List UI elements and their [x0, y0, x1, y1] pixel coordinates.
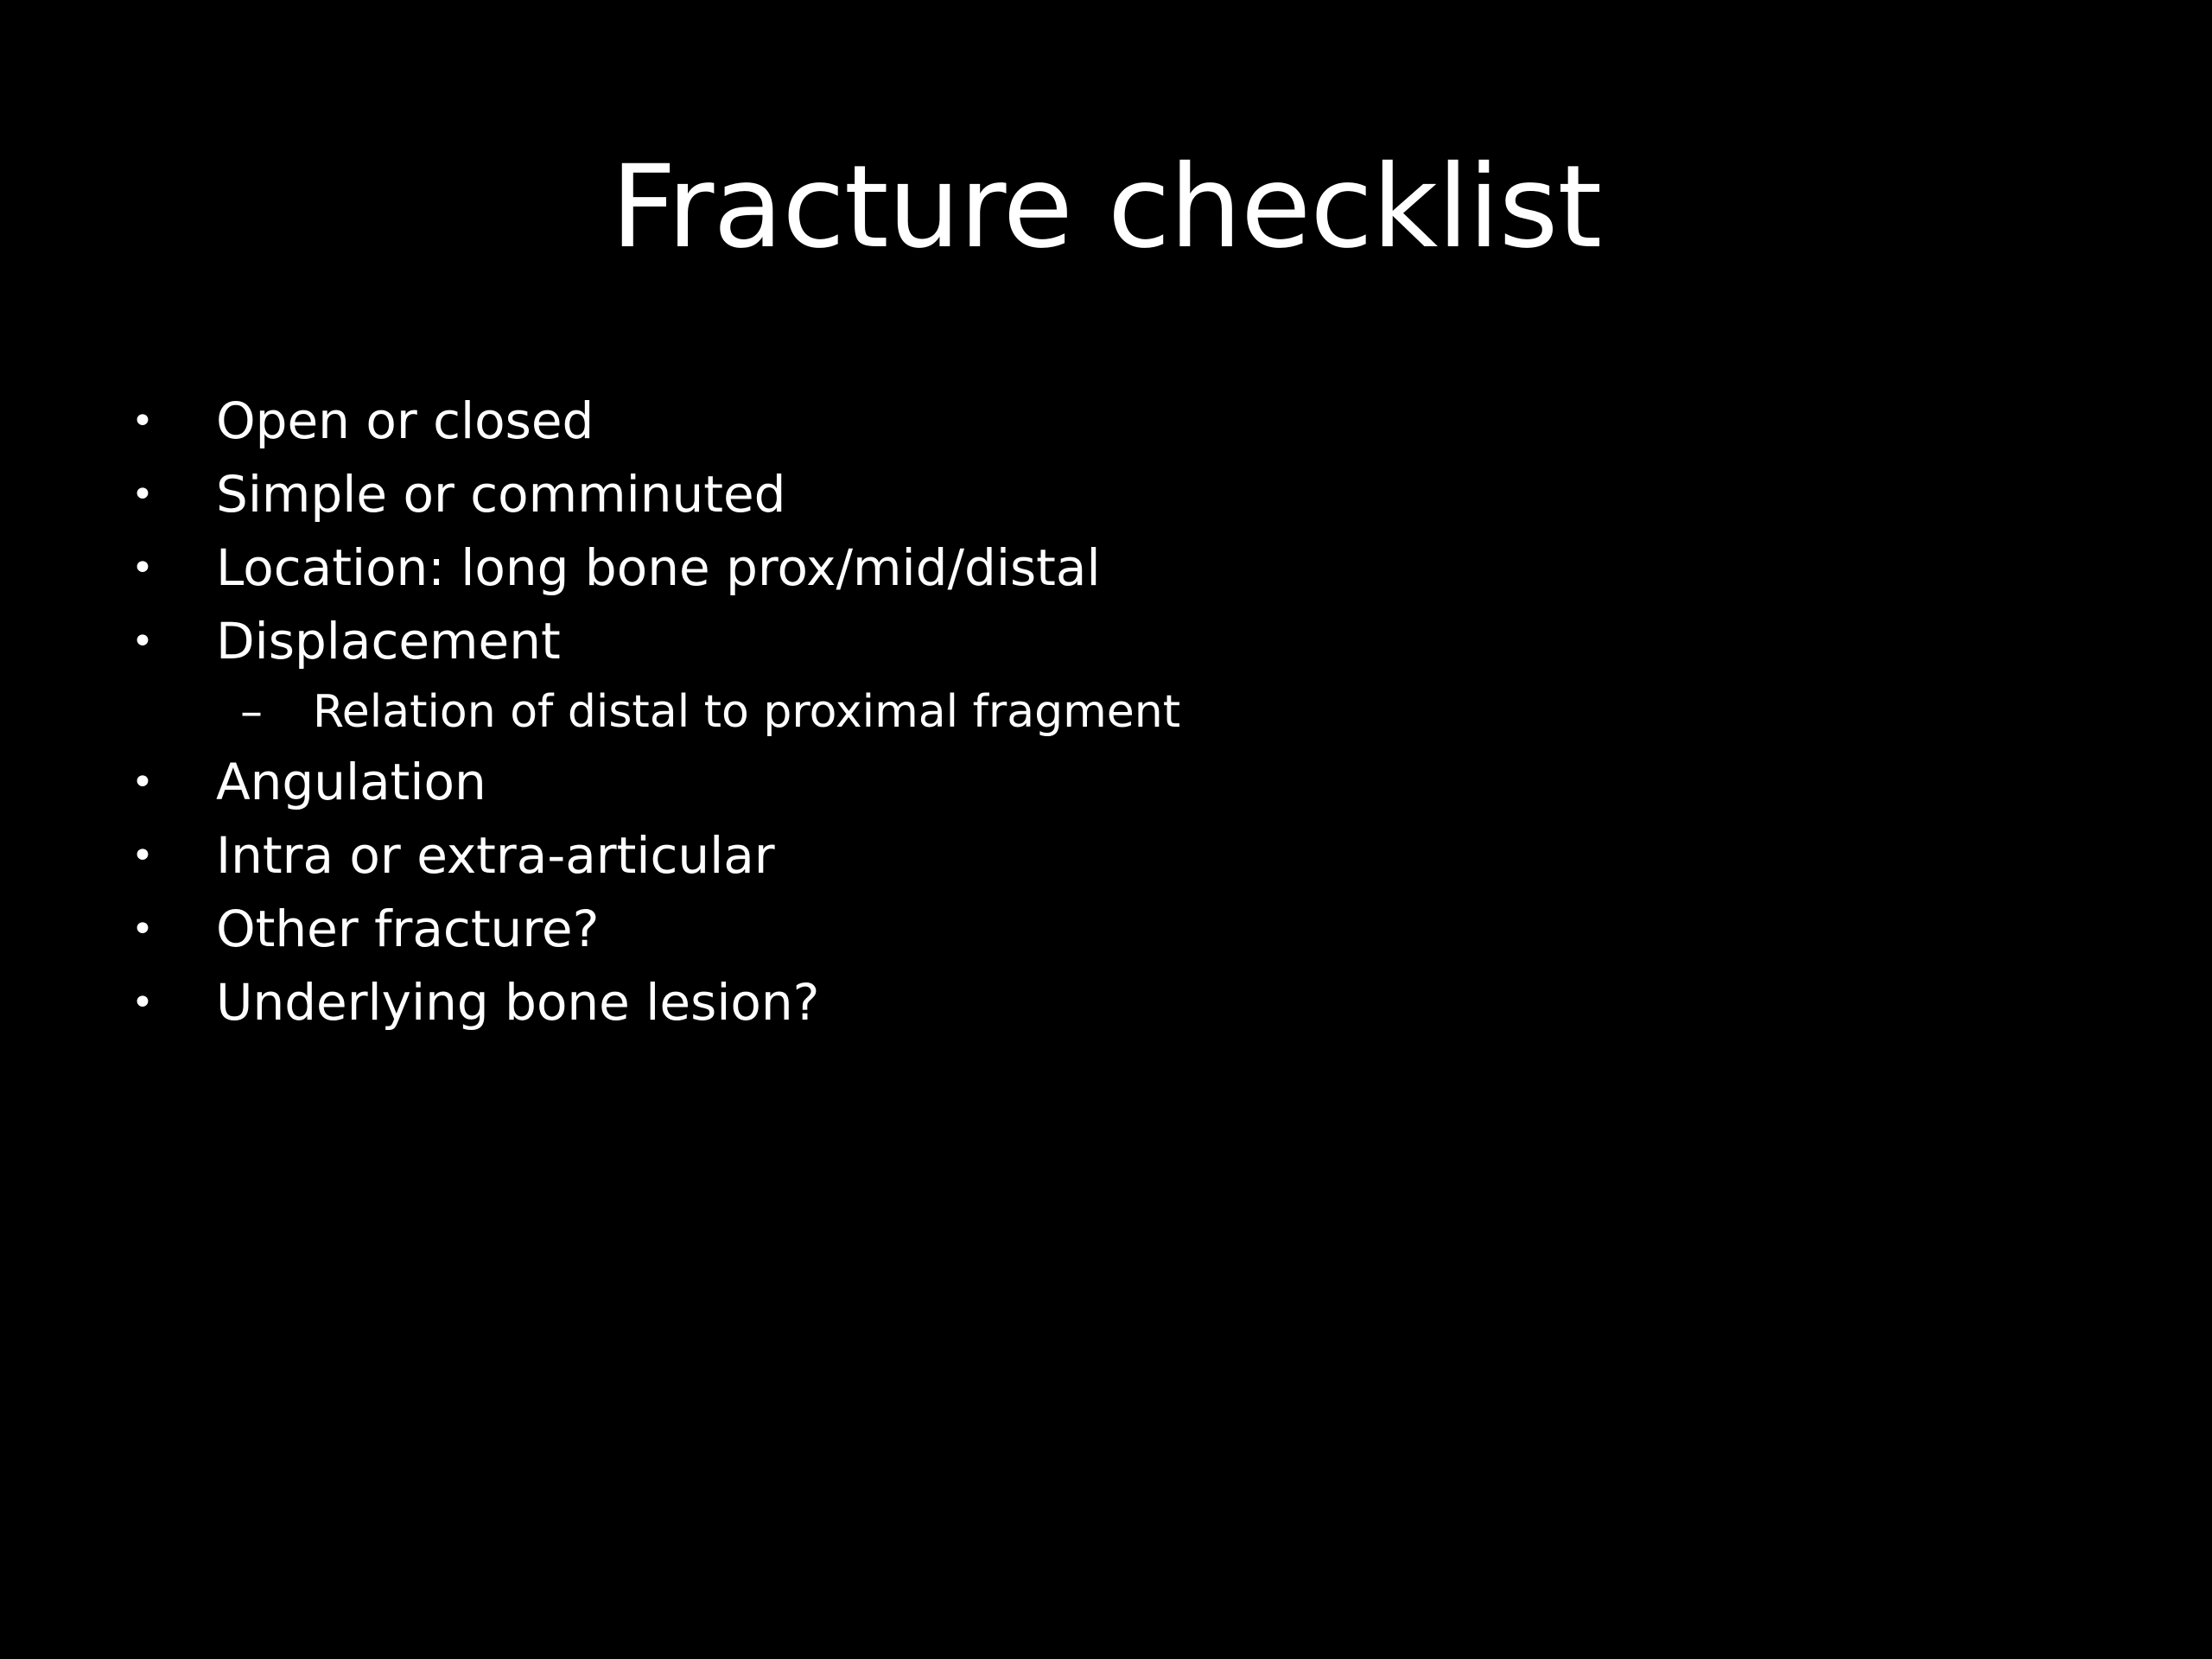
list-item-text: Intra or extra-articular	[216, 826, 775, 885]
dash-icon: –	[240, 686, 263, 738]
bullet-list	[130, 385, 2117, 1039]
bullet-icon: •	[131, 546, 154, 590]
sub-list-item	[130, 678, 2117, 746]
list-item	[130, 385, 2117, 458]
bullet-icon: •	[131, 760, 154, 804]
slide-title: Fracture checklist	[610, 141, 1602, 274]
bullet-icon: •	[131, 834, 154, 878]
list-item-text: Displacement	[216, 612, 561, 671]
bullet-icon: •	[131, 620, 154, 664]
list-item	[130, 746, 2117, 819]
sub-list-item-text: Relation of distal to proximal fragment	[313, 686, 1181, 738]
list-item-text: Simple or comminuted	[216, 465, 786, 524]
bullet-icon: •	[131, 399, 154, 443]
list-item-text: Angulation	[216, 753, 486, 811]
list-item-text: Location: long bone prox/mid/distal	[216, 538, 1101, 597]
list-item-text: Other fracture?	[216, 899, 600, 958]
list-item	[130, 893, 2117, 966]
list-item-text: Open or closed	[216, 391, 594, 450]
list-item	[130, 819, 2117, 893]
list-item	[130, 605, 2117, 678]
bullet-icon: •	[131, 981, 154, 1025]
list-item	[130, 458, 2117, 531]
list-item-text: Underlying bone lesion?	[216, 973, 820, 1032]
bullet-icon: •	[131, 907, 154, 951]
bullet-icon: •	[131, 473, 154, 517]
list-item	[130, 966, 2117, 1039]
list-item	[130, 531, 2117, 605]
